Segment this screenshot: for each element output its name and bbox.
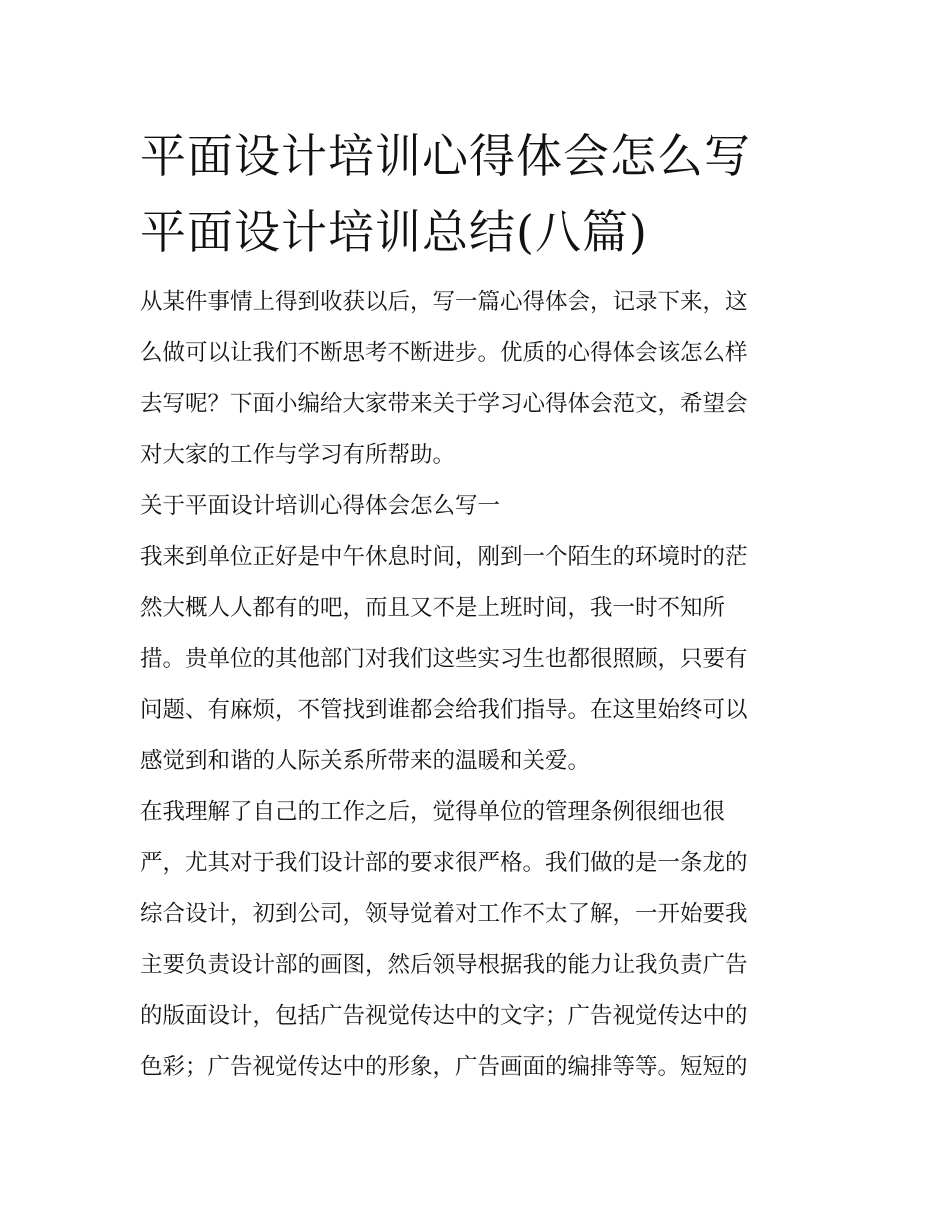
text-line: 综合设计，初到公司，领导觉着对工作不太了解，一开始要我 [140, 901, 748, 927]
text-line: 问题、有麻烦，不管找到谁都会给我们指导。在这里始终可以 [140, 697, 748, 723]
text-line: 然大概人人都有的吧，而且又不是上班时间，我一时不知所 [140, 595, 726, 621]
text-line: 主要负责设计部的画图，然后领导根据我的能力让我负责广告 [140, 952, 748, 978]
section-heading [140, 481, 816, 532]
document-body [140, 277, 816, 1093]
title-line-2: 平面设计培训总结(八篇) [140, 205, 648, 259]
text-line: 我来到单位正好是中午休息时间，刚到一个陌生的环境时的茫 [140, 544, 748, 570]
text-line: 么做可以让我们不断思考不断进步。优质的心得体会该怎么样 [140, 340, 748, 366]
intro-paragraph [140, 277, 816, 481]
document-title [140, 118, 820, 270]
text-line: 在我理解了自己的工作之后，觉得单位的管理条例很细也很 [140, 799, 726, 825]
body-paragraph [140, 532, 816, 787]
text-line: 关于平面设计培训心得体会怎么写一 [140, 493, 501, 519]
text-line: 严，尤其对于我们设计部的要求很严格。我们做的是一条龙的 [140, 850, 748, 876]
text-line: 感觉到和谐的人际关系所带来的温暖和关爱。 [140, 748, 591, 774]
text-line: 对大家的工作与学习有所帮助。 [140, 442, 456, 468]
text-line: 去写呢？下面小编给大家带来关于学习心得体会范文，希望会 [140, 391, 748, 417]
text-line: 从某件事情上得到收获以后，写一篇心得体会，记录下来，这 [140, 289, 748, 315]
body-paragraph [140, 787, 816, 1093]
title-line-1: 平面设计培训心得体会怎么写 [140, 129, 751, 183]
text-line: 措。贵单位的其他部门对我们这些实习生也都很照顾，只要有 [140, 646, 748, 672]
text-line: 色彩；广告视觉传达中的形象，广告画面的编排等等。短短的 [140, 1054, 748, 1080]
text-line: 的版面设计，包括广告视觉传达中的文字；广告视觉传达中的 [140, 1003, 748, 1029]
